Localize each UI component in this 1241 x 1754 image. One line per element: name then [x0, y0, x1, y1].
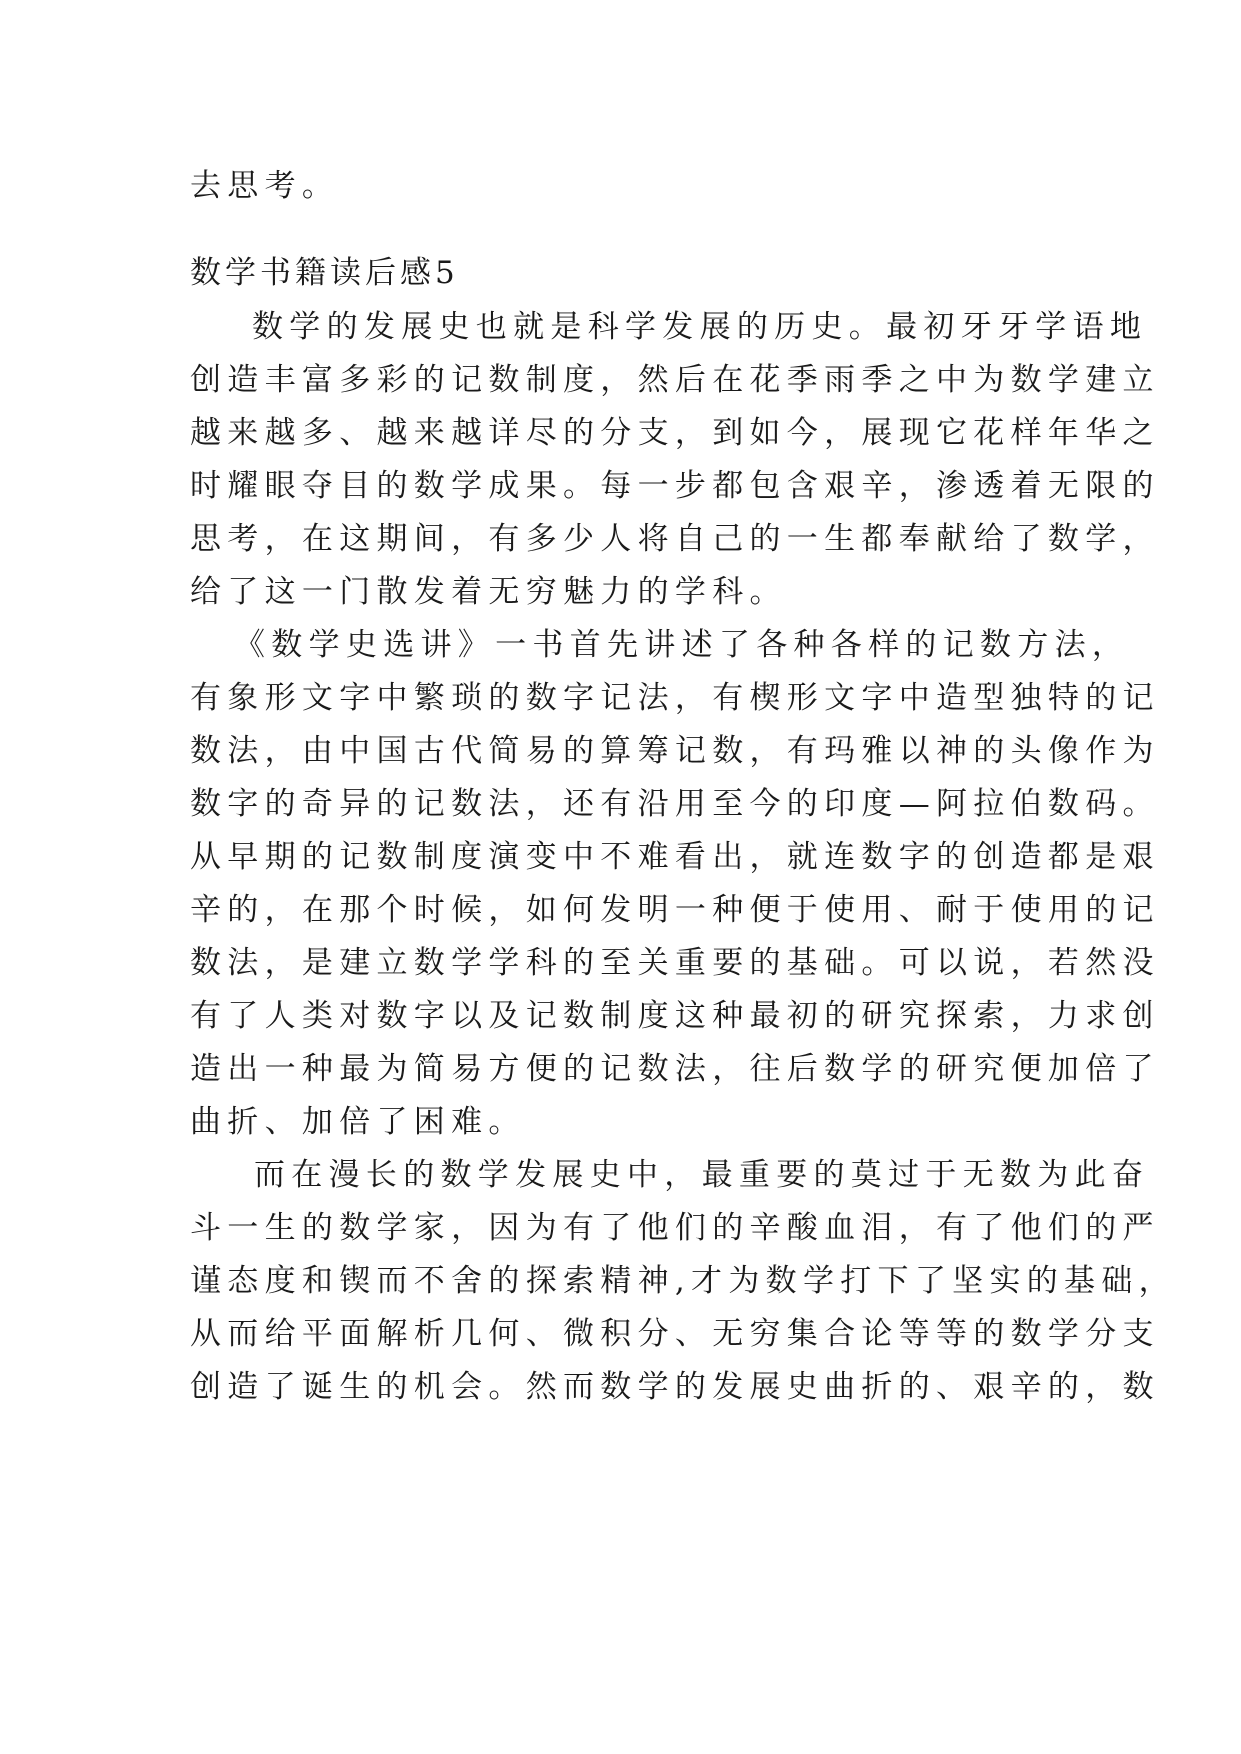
text-line: 越来越多、越来越详尽的分支，到如今，展现它花样年华之: [190, 415, 1160, 451]
text-line: 《数学史选讲》一书首先讲述了各种各样的记数方法，: [234, 627, 1130, 663]
section-heading: 数学书籍读后感5: [190, 255, 459, 291]
text-line: 曲折、加倍了困难。: [190, 1104, 526, 1140]
text-line: 有象形文字中繁琐的数字记法，有楔形文字中造型独特的记: [190, 680, 1160, 716]
text-line: 思考，在这期间，有多少人将自己的一生都奉献给了数学，: [190, 521, 1160, 557]
text-line: 而在漫长的数学发展史中，最重要的莫过于无数为此奋: [254, 1157, 1150, 1193]
text-line: 从而给平面解析几何、微积分、无穷集合论等等的数学分支: [190, 1316, 1160, 1352]
text-line: 谨态度和锲而不舍的探索精神,才为数学打下了坚实的基础，: [190, 1263, 1176, 1299]
text-line: 去思考。: [190, 168, 340, 204]
text-line: 数学的发展史也就是科学发展的历史。最初牙牙学语地: [252, 309, 1148, 345]
text-line: 数法，由中国古代简易的算筹记数，有玛雅以神的头像作为: [190, 733, 1160, 769]
text-line: 创造了诞生的机会。然而数学的发展史曲折的、艰辛的，数: [190, 1369, 1160, 1405]
text-line: 数法，是建立数学学科的至关重要的基础。可以说，若然没: [190, 945, 1160, 981]
text-line: 时耀眼夺目的数学成果。每一步都包含艰辛，渗透着无限的: [190, 468, 1160, 504]
text-line: 给了这一门散发着无穷魅力的学科。: [190, 574, 787, 610]
text-line: 创造丰富多彩的记数制度，然后在花季雨季之中为数学建立: [190, 362, 1160, 398]
text-line: 斗一生的数学家，因为有了他们的辛酸血泪，有了他们的严: [190, 1210, 1160, 1246]
text-line: 造出一种最为简易方便的记数法，往后数学的研究便加倍了: [190, 1051, 1160, 1087]
text-line: 数字的奇异的记数法，还有沿用至今的印度—阿拉伯数码。: [190, 786, 1160, 822]
text-line: 辛的，在那个时候，如何发明一种便于使用、耐于使用的记: [190, 892, 1160, 928]
text-line: 从早期的记数制度演变中不难看出，就连数字的创造都是艰: [190, 839, 1160, 875]
text-line: 有了人类对数字以及记数制度这种最初的研究探索，力求创: [190, 998, 1160, 1034]
